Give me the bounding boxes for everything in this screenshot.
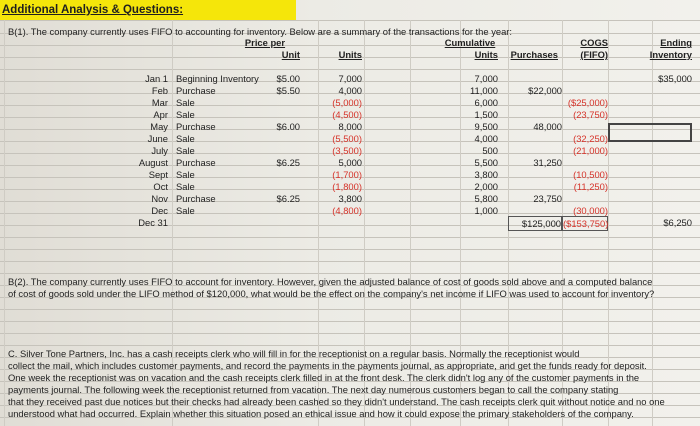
row-purchases: $125,000: [508, 216, 562, 231]
row-date: May: [150, 121, 168, 132]
grid-line: [0, 345, 700, 346]
row-cumulative-units: 4,000: [474, 133, 498, 144]
row-units: (1,800): [332, 181, 362, 192]
row-ending-inventory: $6,250: [663, 217, 692, 228]
row-description: Purchase: [176, 157, 216, 168]
grid-line: [0, 261, 700, 262]
question-c-line1: C. Silver Tone Partners, Inc. has a cash receipts clerk who will fill in for the receptionist on a regular basis. Normally the receptionist would: [8, 348, 580, 359]
col-header-units: Units: [338, 49, 362, 60]
row-description: Beginning Inventory: [176, 73, 259, 84]
row-date: Feb: [151, 85, 168, 96]
row-description: Purchase: [176, 85, 216, 96]
row-date: Jan 1: [145, 73, 168, 84]
row-purchases: 48,000: [533, 121, 562, 132]
row-date: Sept: [148, 169, 168, 180]
row-units: 5,000: [338, 157, 362, 168]
question-b2-line1: B(2). The company currently uses FIFO to account for inventory. However, given the adjusted balance of cost of goods sold above and a computed balance: [8, 276, 653, 287]
col-header-inventory: Inventory: [649, 49, 692, 60]
row-price: $6.00: [276, 121, 300, 132]
row-description: Sale: [176, 205, 195, 216]
row-price: $6.25: [276, 193, 300, 204]
row-date: August: [138, 157, 168, 168]
row-purchases: $22,000: [528, 85, 562, 96]
row-cumulative-units: 5,800: [474, 193, 498, 204]
row-price: $6.25: [276, 157, 300, 168]
row-description: Sale: [176, 97, 195, 108]
row-date: Mar: [151, 97, 168, 108]
row-description: Sale: [176, 109, 195, 120]
question-c-line3: One week the receptionist was on vacation and the cash receipts clerk filled in at the front desk. The clerk didn't log any of the customer payments in the: [8, 372, 640, 383]
row-cumulative-units: 3,800: [474, 169, 498, 180]
row-units: (1,700): [332, 169, 362, 180]
row-cogs: (23,750): [573, 109, 608, 120]
row-description: Purchase: [176, 193, 216, 204]
question-c-line5: that they received past due notices but their checks had already been cashed so they didn't understand. The cash receipts clerk quit without notice and no one: [8, 396, 665, 407]
row-units: (5,000): [332, 97, 362, 108]
col-header-unit: Unit: [281, 49, 300, 60]
question-b2-line2: of cost of goods sold under the LIFO method of $120,000, what would be the effect on the company's net income if LIFO was used to account for inventory?: [8, 288, 655, 299]
row-price: $5.50: [276, 85, 300, 96]
col-header-cum-units: Units: [474, 49, 498, 60]
col-header-purchases: Purchases: [510, 49, 558, 60]
row-date: Apr: [153, 109, 168, 120]
row-units: (5,500): [332, 133, 362, 144]
grid-line: [0, 273, 700, 274]
row-cumulative-units: 1,000: [474, 205, 498, 216]
question-c-line2: collect the mail, which includes customer payments, and record the payments in the payments journal, as appropriate, and get the funds ready for deposit.: [8, 360, 647, 371]
row-date: June: [147, 133, 168, 144]
row-units: 8,000: [338, 121, 362, 132]
row-cogs: ($153,750): [563, 218, 609, 229]
col-header-fifo: (FIFO): [580, 49, 608, 60]
row-date: Nov: [151, 193, 168, 204]
col-header-ending: Ending: [660, 37, 692, 48]
col-header-cumulative: Cumulative: [444, 37, 496, 48]
row-cogs: (21,000): [573, 145, 608, 156]
row-units: 3,800: [338, 193, 362, 204]
row-description: Sale: [176, 169, 195, 180]
row-cumulative-units: 11,000: [470, 85, 498, 96]
col-header-cogs: COGS: [580, 37, 608, 48]
row-date: July: [151, 145, 168, 156]
row-cumulative-units: 6,000: [474, 97, 498, 108]
row-units: (4,800): [332, 205, 362, 216]
row-cogs: (32,250): [573, 133, 608, 144]
question-c-line6: understood what had occurred. Explain whether this situation posed an ethical issue and how it could expose the primary stakeholders of the company.: [8, 408, 634, 419]
question-b1: B(1). The company currently uses FIFO to accounting for inventory. Below are a summary of the transactions for the year:: [8, 26, 513, 37]
row-cogs: (11,250): [573, 181, 608, 192]
grid-line: [0, 333, 700, 334]
row-units: 7,000: [338, 73, 362, 84]
row-units: (4,500): [332, 109, 362, 120]
row-description: Sale: [176, 133, 195, 144]
grid-line: [0, 321, 700, 322]
col-header-price: Price per: [244, 37, 286, 48]
row-cumulative-units: 7,000: [474, 73, 498, 84]
row-cogs: ($25,000): [567, 97, 608, 108]
grid-col-line: [4, 20, 5, 426]
row-units: (3,500): [332, 145, 362, 156]
grid-line: [0, 237, 700, 238]
grid-line: [0, 69, 700, 70]
row-date: Dec 31: [138, 217, 168, 228]
row-cumulative-units: 2,000: [474, 181, 498, 192]
selected-cell[interactable]: [608, 123, 692, 142]
row-cogs: (10,500): [573, 169, 608, 180]
question-c-line4: payments journal. The following week the receptionist returned from vacation. The next day numerous customers began to call the company stating: [8, 384, 619, 395]
row-date: Oct: [153, 181, 168, 192]
row-purchases: 31,250: [533, 157, 562, 168]
row-ending-inventory: $35,000: [658, 73, 692, 84]
row-cumulative-units: 5,500: [474, 157, 498, 168]
row-cumulative-units: 500: [482, 145, 498, 156]
row-description: Sale: [176, 145, 195, 156]
row-description: Sale: [176, 181, 195, 192]
row-cumulative-units: 9,500: [474, 121, 498, 132]
row-date: Dec: [151, 205, 168, 216]
row-units: 4,000: [338, 85, 362, 96]
grid-line: [0, 309, 700, 310]
row-purchases: 23,750: [533, 193, 562, 204]
grid-line: [0, 249, 700, 250]
section-header: Additional Analysis & Questions:: [0, 0, 296, 20]
row-cogs: (30,000): [573, 205, 608, 216]
grid-line: [0, 20, 700, 21]
row-cumulative-units: 1,500: [474, 109, 498, 120]
row-price: $5.00: [276, 73, 300, 84]
row-description: Purchase: [176, 121, 216, 132]
